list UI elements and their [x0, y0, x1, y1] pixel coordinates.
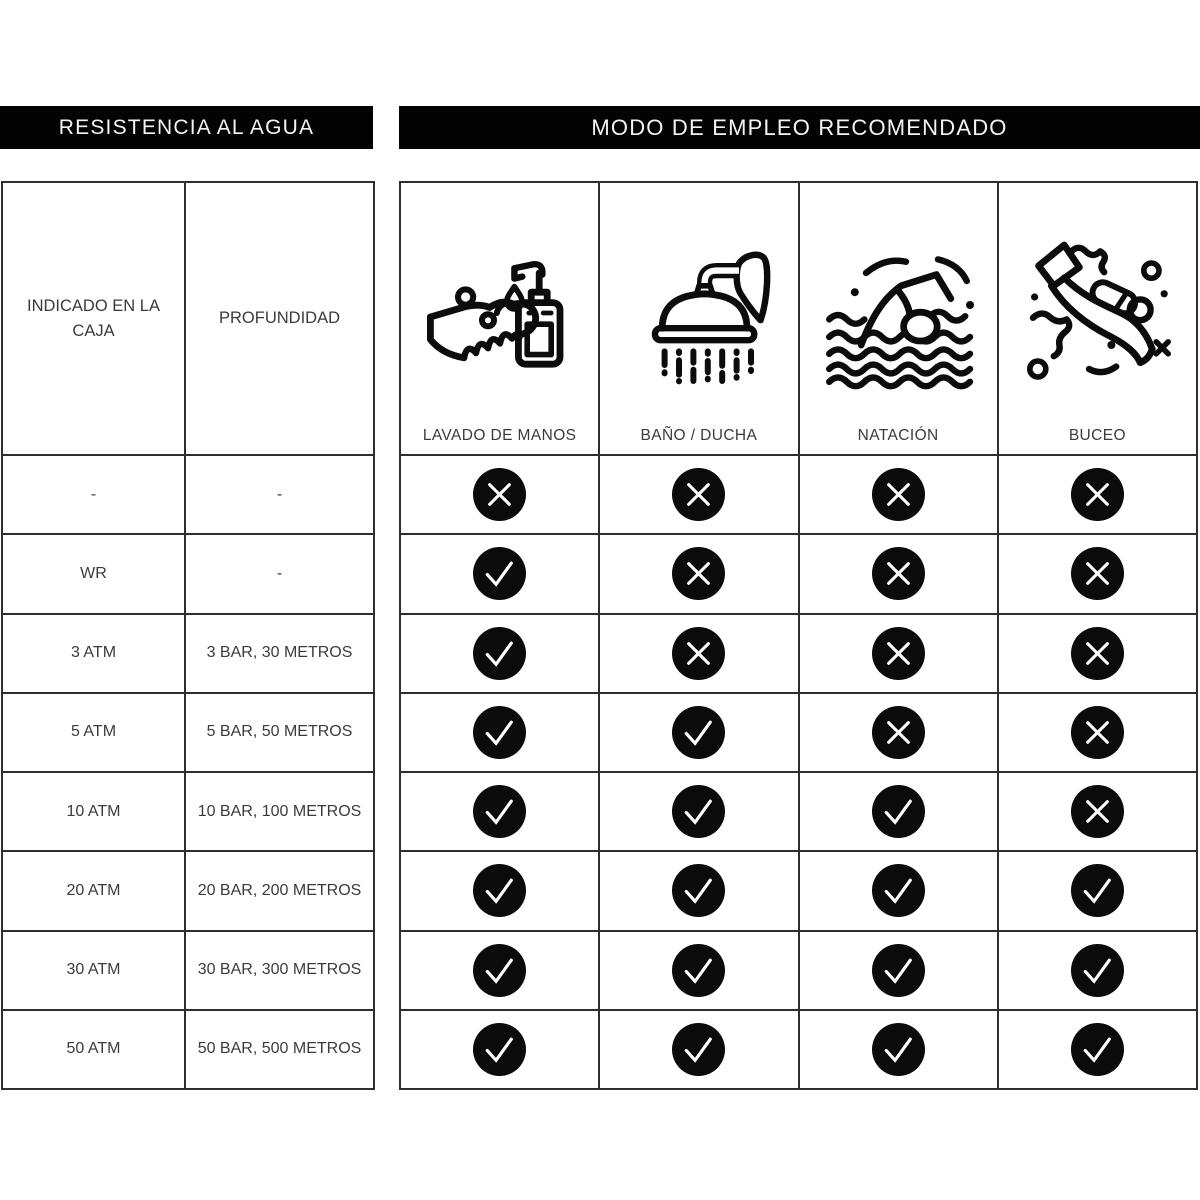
left-header-title: RESISTENCIA AL AGUA	[58, 115, 315, 139]
check-mark	[401, 694, 598, 771]
swimming-icon	[800, 183, 997, 427]
depth-cell: 10 BAR, 100 METROS	[186, 773, 373, 850]
check-mark	[999, 932, 1196, 1009]
check-mark	[401, 535, 598, 612]
check-mark	[600, 932, 797, 1009]
handwash-icon	[401, 183, 598, 427]
box-marking-cell: 10 ATM	[3, 773, 184, 850]
check-mark	[401, 773, 598, 850]
box-marking-cell: 5 ATM	[3, 694, 184, 771]
check-mark	[800, 773, 997, 850]
check-mark	[600, 773, 797, 850]
cross-mark	[999, 615, 1196, 692]
depth-cell: 3 BAR, 30 METROS	[186, 615, 373, 692]
box-marking-cell: 3 ATM	[3, 615, 184, 692]
column-header-lavado-de-manos	[401, 183, 598, 454]
column-header-profundidad: PROFUNDIDAD	[186, 183, 373, 454]
depth-cell: 5 BAR, 50 METROS	[186, 694, 373, 771]
check-mark	[600, 852, 797, 929]
check-mark	[600, 694, 797, 771]
depth-cell: -	[186, 456, 373, 533]
usage-column-label: NATACIÓN	[857, 427, 939, 444]
check-mark	[401, 1011, 598, 1088]
diving-icon	[999, 183, 1196, 427]
column-header-indicado-en-la-caja: INDICADO EN LA CAJA	[3, 183, 184, 454]
box-marking-cell: -	[3, 456, 184, 533]
cross-mark	[800, 535, 997, 612]
box-marking-cell: WR	[3, 535, 184, 612]
depth-cell: 30 BAR, 300 METROS	[186, 932, 373, 1009]
cross-mark	[600, 615, 797, 692]
check-mark	[800, 932, 997, 1009]
cross-mark	[999, 694, 1196, 771]
check-mark	[800, 852, 997, 929]
usage-column-label: BUCEO	[1068, 427, 1126, 444]
box-marking-cell: 20 ATM	[3, 852, 184, 929]
box-marking-cell: 50 ATM	[3, 1011, 184, 1088]
usage-table	[399, 181, 1198, 1090]
column-header-bano-ducha	[600, 183, 797, 454]
cross-mark	[600, 456, 797, 533]
cross-mark	[600, 535, 797, 612]
cross-mark	[999, 773, 1196, 850]
check-mark	[401, 852, 598, 929]
check-mark	[800, 1011, 997, 1088]
left-header-bar	[0, 106, 373, 149]
shower-icon	[600, 183, 797, 427]
usage-column-label: BAÑO / DUCHA	[640, 427, 758, 444]
box-marking-cell: 30 ATM	[3, 932, 184, 1009]
usage-column-label: LAVADO DE MANOS	[422, 427, 577, 444]
column-header-natacion	[800, 183, 997, 454]
cross-mark	[401, 456, 598, 533]
column-header-buceo	[999, 183, 1196, 454]
cross-mark	[999, 456, 1196, 533]
cross-mark	[800, 456, 997, 533]
depth-cell: -	[186, 535, 373, 612]
right-header-title: MODO DE EMPLEO RECOMENDADO	[591, 114, 1008, 140]
cross-mark	[999, 535, 1196, 612]
depth-cell: 50 BAR, 500 METROS	[186, 1011, 373, 1088]
right-header-bar	[399, 106, 1200, 149]
check-mark	[401, 615, 598, 692]
resistance-table	[1, 181, 375, 1090]
cross-mark	[800, 694, 997, 771]
check-mark	[600, 1011, 797, 1088]
check-mark	[401, 932, 598, 1009]
depth-cell: 20 BAR, 200 METROS	[186, 852, 373, 929]
cross-mark	[800, 615, 997, 692]
check-mark	[999, 852, 1196, 929]
check-mark	[999, 1011, 1196, 1088]
